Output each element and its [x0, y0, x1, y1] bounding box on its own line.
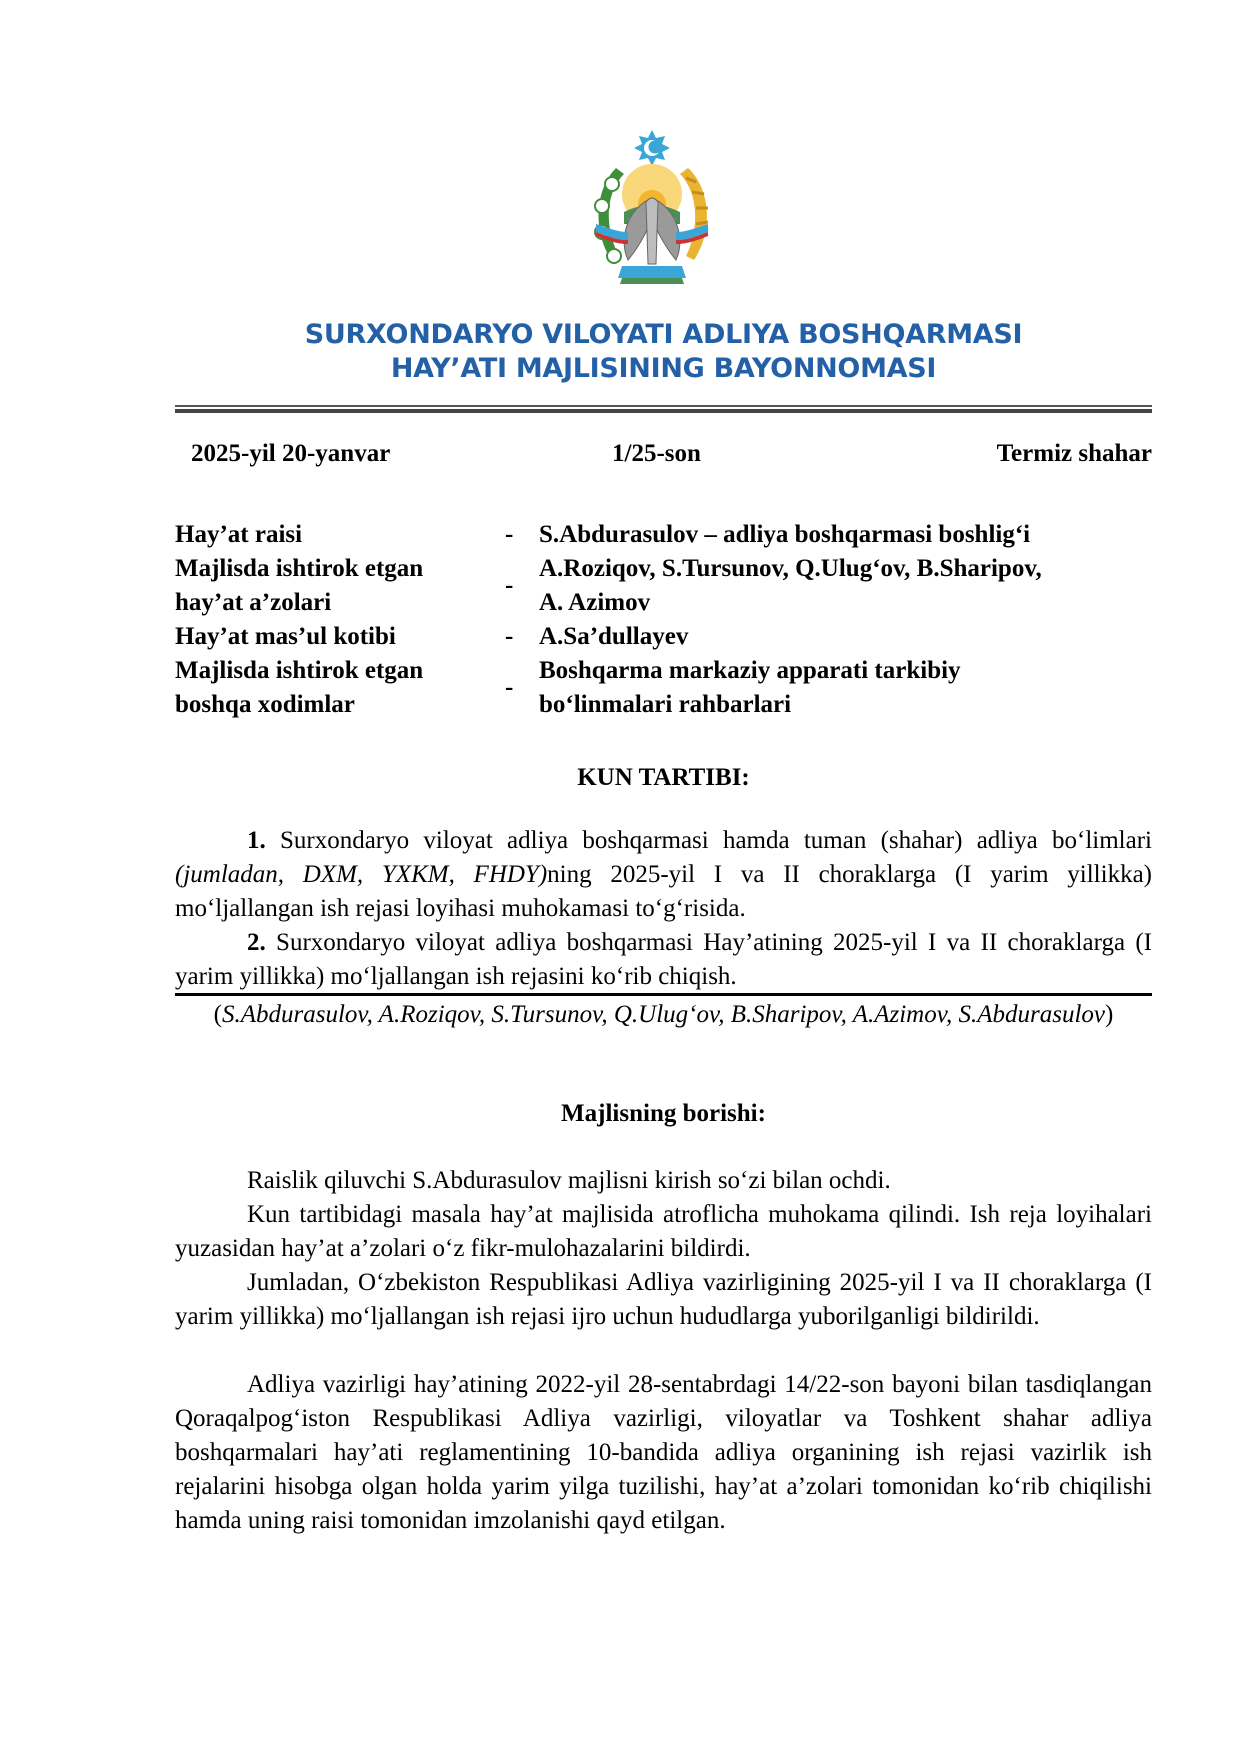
- body-paragraph: Adliya vazirligi hay’atining 2022-yil 28-sentabrdagi 14/22-son bayoni bilan tasdiqlangan Qoraqalpog‘iston Respublikasi Adliya vazirligi, viloyatlar va Toshkent shahar adliya boshqarmalari hay’ati reglamentining 10-bandida adliya organining ish rejasi vazirlik ish rejalarini hisobga olgan holda yarim yilga tuzilishi, hay’at a’zolari tomonidan ko‘rib chiqilishi hamda uning raisi tomonidan imzolanishi qayd etilgan.: [175, 1371, 1152, 1534]
- agenda-item-text: Surxondaryo viloyat adliya boshqarmasi Hay’atining 2025-yil I va II choraklarga (I yarim yillikka) mo‘ljallangan ish rejasini ko‘rib chiqish.: [175, 929, 1152, 990]
- speakers-list: S.Abdurasulov, A.Roziqov, S.Tursunov, Q.Ulug‘ov, B.Sharipov, A.Azimov, S.Abdurasulov: [221, 1001, 1106, 1028]
- title-line-1: SURXONDARYO VILOYATI ADLIYA BOSHQARMASI: [304, 319, 1023, 350]
- agenda-item-text: ning 2025-yil I va II choraklarga (I yarim yillikka) mo‘ljallangan ish rejasi loyihasi muhokamasi to‘g‘risida.: [175, 861, 1152, 922]
- participant-names: [539, 552, 1152, 620]
- participant-names: S.Abdurasulov – adliya boshqarmasi boshlig‘i: [539, 521, 1031, 548]
- participant-row: [175, 552, 1152, 620]
- participant-dash: -: [505, 623, 514, 650]
- participant-role-line: Majlisda ishtirok etgan: [175, 555, 424, 582]
- participant-role: [175, 654, 505, 722]
- agenda-item-text: Surxondaryo viloyat adliya boshqarmasi hamda tuman (shahar) adliya bo‘limlari: [265, 827, 1152, 854]
- participant-role: [175, 552, 505, 620]
- header-divider: [175, 405, 1152, 413]
- participant-role-line: Majlisda ishtirok etgan: [175, 657, 424, 684]
- body-paragraph: Raislik qiluvchi S.Abdurasulov majlisni kirish so‘zi bilan ochdi.: [247, 1167, 891, 1194]
- participant-names-line: Boshqarma markaziy apparati tarkibiy: [539, 657, 961, 684]
- participant-dash: -: [505, 674, 514, 701]
- agenda-item-number: 2.: [247, 929, 266, 956]
- participant-names-line: A. Azimov: [539, 589, 651, 616]
- agenda-separator: [175, 993, 1152, 996]
- participant-role: Hay’at mas’ul kotibi: [175, 623, 396, 650]
- participant-row: [175, 654, 1152, 722]
- agenda-item-2: [175, 926, 1152, 994]
- participant-names: A.Sa’dullayev: [539, 623, 689, 650]
- title-line-2: HAY’ATI MAJLISINING BAYONNOMASI: [390, 353, 937, 384]
- agenda-item-italic: (jumladan, DXM, YXKM, FHDY): [175, 861, 548, 888]
- state-emblem-icon: [588, 128, 716, 288]
- document-meta: [175, 440, 1152, 472]
- document-date: 2025-yil 20-yanvar: [191, 440, 391, 467]
- participant-row: [175, 518, 1152, 552]
- paren-open: (: [213, 1001, 222, 1028]
- document-number: 1/25-son: [612, 440, 701, 467]
- agenda-item-1: [175, 824, 1152, 926]
- participant-dash: -: [505, 572, 514, 599]
- participant-role-line: hay’at a’zolari: [175, 589, 332, 616]
- participant-dash: -: [505, 521, 514, 548]
- agenda-item-number: 1.: [247, 827, 266, 854]
- document-city: Termiz shahar: [996, 440, 1152, 467]
- participant-names-line: A.Roziqov, S.Tursunov, Q.Ulug‘ov, B.Sharipov,: [539, 555, 1042, 582]
- agenda-heading: KUN TARTIBI:: [577, 764, 750, 791]
- document-title: [175, 318, 1152, 386]
- paren-close: ): [1105, 1001, 1114, 1028]
- participant-role-line: boshqa xodimlar: [175, 691, 355, 718]
- body-paragraph: Kun tartibidagi masala hay’at majlisida atroflicha muhokama qilindi. Ish reja loyihalari yuzasidan hay’at a’zolari o‘z fikr-mulohazalarini bildirdi.: [175, 1201, 1152, 1262]
- participant-names: [539, 654, 1152, 722]
- progress-heading: Majlisning borishi:: [561, 1100, 766, 1127]
- participant-names-line: bo‘linmalari rahbarlari: [539, 691, 792, 718]
- participant-role: Hay’at raisi: [175, 521, 303, 548]
- body-paragraph: Jumladan, O‘zbekiston Respublikasi Adliya vazirligining 2025-yil I va II choraklarga (I yarim yillikka) mo‘ljallangan ish rejasi ijro uchun hududlarga yuborilganligi bildirildi.: [175, 1269, 1152, 1330]
- participants-table: [175, 518, 1152, 722]
- agenda-speakers: [175, 998, 1152, 1032]
- participant-row: [175, 620, 1152, 654]
